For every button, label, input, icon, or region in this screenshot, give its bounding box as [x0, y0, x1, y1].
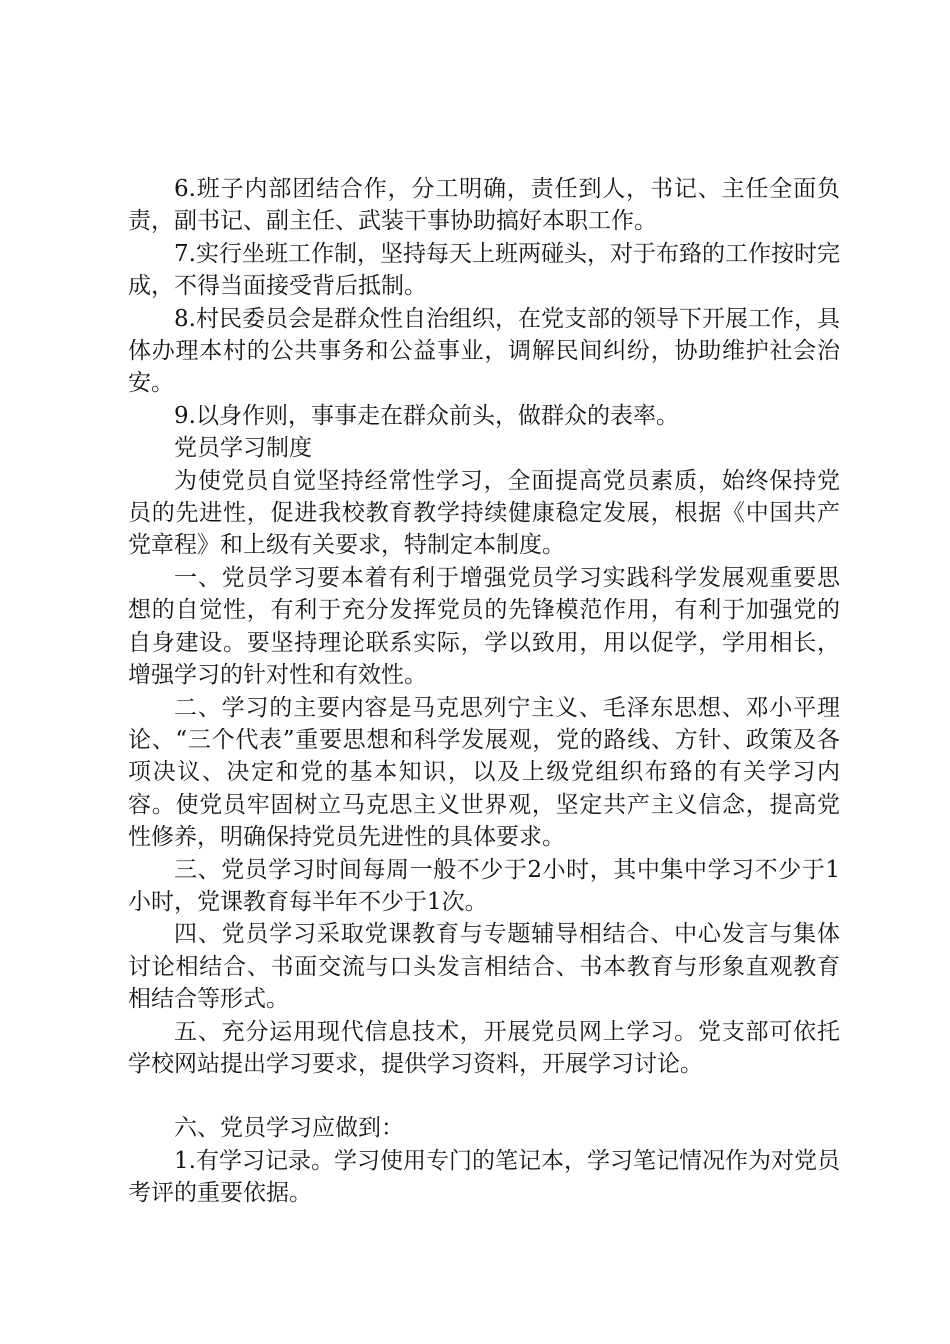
paragraph-clause-1: 一、党员学习要本着有利于增强党员学习实践科学发展观重要思想的自觉性，有利于充分发挥党员的先锋模范作用，有利于加强党的自身建设。要坚持理论联系实际，学以致用，用以促学，学用相长，增强学习的针对性和有效性。 — [128, 564, 840, 689]
paragraph-item-9: 9.以身作则，事事走在群众前头，做群众的表率。 — [174, 402, 679, 429]
paragraph-intro: 为使党员自觉坚持经常性学习，全面提高党员素质，始终保持党员的先进性，促进我校教育教学持续健康稳定发展，根据《中国共产党章程》和上级有关要求，特制定本制度。 — [128, 467, 840, 559]
section-heading: 党员学习制度 — [174, 435, 312, 462]
paragraph-item-8: 8.村民委员会是群众性自治组织，在党支部的领导下开展工作，具体办理本村的公共事务和公益事业，调解民间纠纷，协助维护社会治安。 — [128, 305, 840, 397]
document-body — [128, 173, 840, 1210]
paragraph-item-6: 6.班子内部团结合作，分工明确，责任到人，书记、主任全面负责，副书记、副主任、武装干事协助搞好本职工作。 — [128, 176, 840, 235]
paragraph-clause-3: 三、党员学习时间每周一般不少于2小时，其中集中学习不少于1小时，党课教育每半年不少于1次。 — [128, 856, 840, 915]
paragraph-clause-5: 五、充分运用现代信息技术，开展党员网上学习。党支部可依托学校网站提出学习要求，提供学习资料，开展学习讨论。 — [128, 1018, 840, 1077]
paragraph-item-7: 7.实行坐班工作制，坚持每天上班两碰头，对于布臵的工作按时完成，不得当面接受背后抵制。 — [128, 240, 840, 300]
paragraph-clause-2: 二、学习的主要内容是马克思列宁主义、毛泽东思想、邓小平理论、“三个代表”重要思想和科学发展观，党的路线、方针、政策及各项决议、决定和党的基本知识，以及上级党组织布臵的有关学习内容。使党员牢固树立马克思主义世界观，坚定共产主义信念，提高党性修养，明确保持党员先进性的具体要求。 — [128, 694, 840, 851]
paragraph-subitem-1: 1.有学习记录。学习使用专门的笔记本，学习笔记情况作为对党员考评的重要依据。 — [128, 1147, 840, 1207]
paragraph-clause-6: 六、党员学习应做到： — [174, 1115, 404, 1142]
paragraph-clause-4: 四、党员学习采取党课教育与专题辅导相结合、中心发言与集体讨论相结合、书面交流与口头发言相结合、书本教育与形象直观教育相结合等形式。 — [128, 921, 840, 1013]
